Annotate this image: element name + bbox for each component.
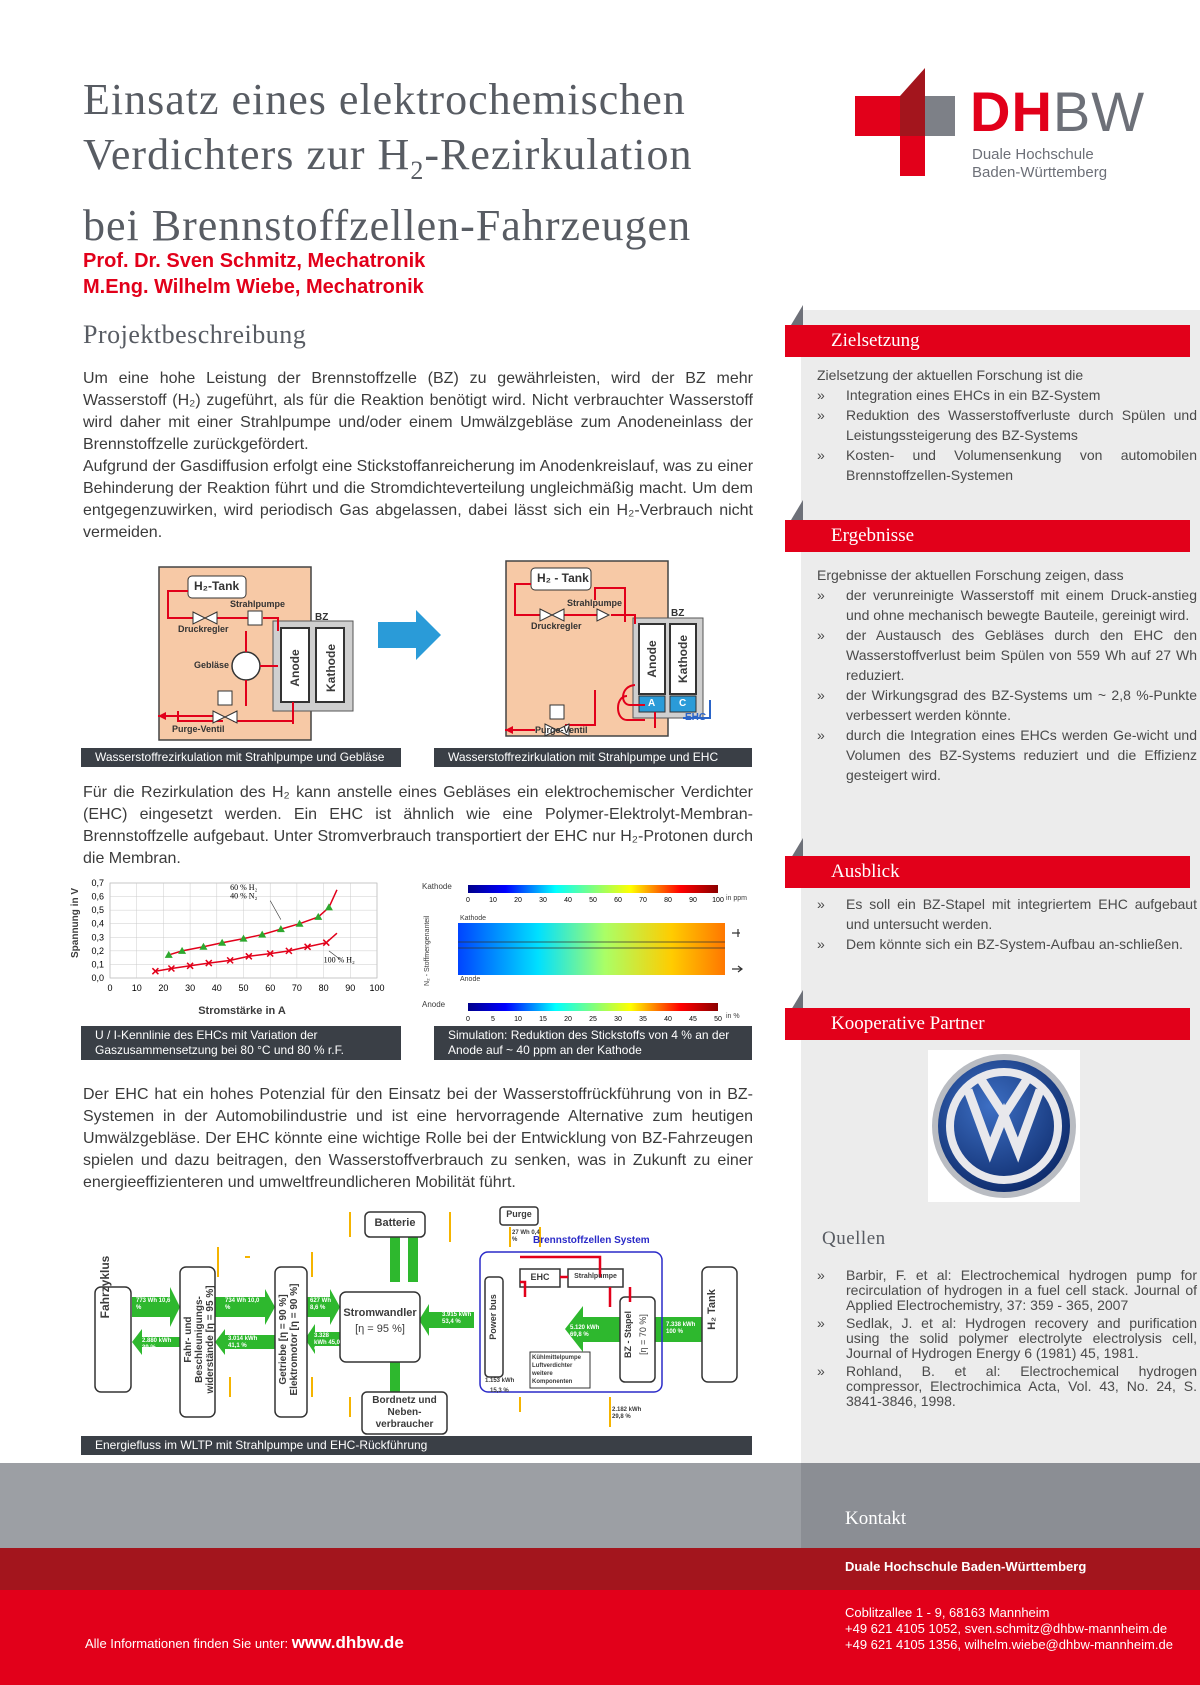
paragraph-1: Um eine hohe Leistung der Brennstoffzelle (BZ) zu gewährleisten, wird der BZ mehr Wasserstoff (H₂) zugeführt, als für die Reaktion benötigt wird. Nicht verbrauchter Wasserstoff wird daher mit einer Strahlpumpe und/oder einem Umwälzgebläse zum Anodeneinlass der Brennstoffzelle zurückgefördert.	[83, 370, 753, 453]
heat-bottom-tick: 20	[564, 1016, 572, 1023]
y-tick-label: 0,0	[91, 973, 104, 983]
x-tick-label: 70	[291, 983, 302, 993]
heat-bottom-tick: 0	[466, 1016, 470, 1023]
heat-top-tick: 10	[489, 897, 497, 904]
energy-value-5: 627 Wh 8,6 %	[310, 1298, 332, 1311]
x-tick-label: 60	[265, 983, 276, 993]
heat-top-tick: 80	[664, 897, 672, 904]
energy-value-2: 2.880 kWh 39 %	[142, 1338, 172, 1351]
heat-top-tick: 0	[466, 897, 470, 904]
logo-line-1: Duale Hochschule	[972, 146, 1094, 163]
energy-stromwandler: Stromwandler	[343, 1307, 417, 1319]
caption-heatmap: Simulation: Reduktion des Stickstoffs von 4 % an der Anode auf ~ 40 ppm an der Kathode	[434, 1026, 752, 1060]
dhbw-logo	[855, 66, 1146, 196]
zielsetzung-intro: Zielsetzung der aktuellen Forschung ist die	[817, 367, 1084, 383]
energy-value-12: 2.182 kWh 29,8 %	[612, 1407, 642, 1420]
diagram-geblaese	[158, 566, 408, 742]
zielsetzung-body	[817, 365, 1197, 485]
energy-stromwandler-eta: [η = 95 %]	[355, 1323, 405, 1335]
list-item: » der Austausch des Gebläses durch den EHC den Wasserstoffverlust beim Spülen von 559 Wh auf 27 Wh reduziert.	[817, 625, 1197, 685]
heading-zielsetzung: Zielsetzung	[785, 325, 1190, 357]
paragraph-4: Der EHC hat ein hohes Potenzial für den Einsatz bei der Wasserstoffrückführung von in BZ-Systemen in der Automobilindustrie und ist eine hervorragende Alternative zum heutigen Umwälzgebläse. Der EHC könnte eine wichtige Rolle bei der Entwicklung von BZ-Fahrzeugen spielen und dazu beitragen, den Wasserstoffverbrauch zu senken, was in Zukunft zu einer energieeffizienteren und umweltfreundlicheren Mobilität führt.	[83, 1086, 753, 1191]
heat-bottom-tick: 30	[614, 1016, 622, 1023]
heat-bottom-label: Anode	[422, 1000, 446, 1009]
energy-value-13: 27 Wh 0,4 %	[512, 1230, 540, 1243]
y-tick-label: 0,4	[91, 918, 104, 929]
energy-flow-diagram	[90, 1202, 750, 1436]
heat-bottom-tick: 45	[689, 1016, 697, 1023]
footer-address: Coblitzallee 1 - 9, 68163 Mannheim	[845, 1605, 1050, 1620]
heading-quellen: Quellen	[822, 1228, 886, 1249]
y-tick-label: 0,2	[91, 945, 104, 956]
energy-powerbus: Power bus	[488, 1294, 498, 1340]
y-tick-label: 0,3	[91, 932, 104, 943]
footer-info	[85, 1633, 404, 1653]
footer-url-link[interactable]: www.dhbw.de	[291, 1633, 404, 1652]
energy-stapel-eta: [η = 70 %]	[638, 1314, 648, 1355]
list-item: » der Wirkungsgrad des BZ-Systems um ~ 2,8 %-Punkte verbessert werden könnte.	[817, 685, 1197, 725]
energy-value-6: 3.328 kWh 45,0 %	[314, 1333, 341, 1353]
x-tick-label: 50	[238, 983, 249, 993]
energy-bordnetz: Bordnetz und Neben-verbraucher	[372, 1395, 437, 1430]
x-tick-label: 10	[131, 983, 142, 993]
footer-phone-1: +49 621 4105 1052, sven.schmitz@dhbw-mannheim.de	[845, 1621, 1168, 1636]
heat-top-tick: 20	[514, 897, 522, 904]
x-tick-label: 30	[185, 983, 196, 993]
list-item: » Dem könnte sich ein BZ-System-Aufbau an-schließen.	[817, 934, 1197, 954]
heat-ylabel: N₂ - Stoffmengenanteil	[424, 915, 431, 986]
heat-bottom-tick: 5	[491, 1016, 495, 1023]
heat-bottom-tick: 50	[714, 1016, 722, 1023]
heat-inner-bottom: Anode	[460, 976, 481, 983]
heading-projektbeschreibung: Projektbeschreibung	[83, 320, 307, 349]
d1-tank: H₂-Tank	[194, 579, 240, 593]
energy-value-4: 3.014 kWh 41,1 %	[228, 1336, 258, 1349]
heat-bottom-unit: in %	[726, 1013, 740, 1020]
heat-bottom-tick: 35	[639, 1016, 647, 1023]
d2-purge: Purge-Ventil	[535, 725, 588, 735]
d2-tank: H₂ - Tank	[537, 571, 589, 585]
heat-top-tick: 100	[712, 897, 724, 904]
energy-ehc: EHC	[530, 1272, 550, 1282]
energy-value-3: 734 Wh 10,0 %	[225, 1298, 260, 1311]
energy-value-11: 15,3 %	[490, 1388, 509, 1394]
arrow-right-icon	[378, 610, 443, 665]
vw-logo	[928, 1050, 1080, 1202]
heat-top-unit: in ppm	[726, 895, 748, 902]
annotation-100-h2: 100 % H₂	[323, 955, 355, 965]
heat-inner-top: Kathode	[460, 915, 487, 922]
heat-top-tick: 70	[639, 897, 647, 904]
heading-partner: Kooperative Partner	[785, 1008, 1190, 1040]
d1-strahlpumpe: Strahlpumpe	[230, 599, 286, 609]
d2-kathode: Kathode	[676, 635, 690, 683]
footer-info-text: Alle Informationen finden Sie unter:	[85, 1636, 289, 1651]
y-tick-label: 0,1	[91, 959, 104, 970]
heading-kontakt: Kontakt	[845, 1508, 907, 1529]
footer-org: Duale Hochschule Baden-Württemberg	[845, 1559, 1087, 1574]
d2-c: C	[679, 698, 687, 709]
caption-energy: Energiefluss im WLTP mit Strahlpumpe und EHC-Rückführung	[81, 1436, 752, 1455]
poster-title: Einsatz eines elektrochemischen Verdichters zur $H_2$-Rezirkulation bei Brennstoffzellen-Fahrzeugen	[83, 75, 693, 250]
reference-1: » Barbir, F. et al: Electrochemical hydrogen pump for recirculation of hydrogen in a fuel cell stack. Journal of Applied Electrochemistry, 37: 359 - 365, 2007	[817, 1268, 1197, 1313]
heading-ergebnisse: Ergebnisse	[785, 520, 1190, 552]
heat-top-tick: 30	[539, 897, 547, 904]
d1-purge: Purge-Ventil	[172, 724, 225, 734]
energy-batterie: Batterie	[374, 1217, 416, 1229]
reference-2: » Sedlak, J. et al: Hydrogen recovery and purification using the solid polymer electrolyte electrolysis cell, Journal of Hydrogen Energy 6 (1981) 45, 1981.	[817, 1316, 1197, 1361]
ui-chart-ylabel: Spannung in V	[70, 888, 81, 958]
x-tick-label: 100	[369, 983, 385, 993]
author-1: Prof. Dr. Sven Schmitz, Mechatronik	[83, 250, 426, 272]
d2-druckregler: Druckregler	[531, 621, 582, 631]
ausblick-body	[817, 894, 1197, 954]
energy-purge: Purge	[506, 1209, 532, 1219]
logo-line-2: Baden-Württemberg	[972, 164, 1108, 181]
list-item: » Integration eines EHCs in ein BZ-System	[817, 385, 1197, 405]
footer-grey-band	[0, 1463, 1200, 1548]
list-item: » durch die Integration eines EHCs werden Ge-wicht und Volumen des BZ-Systems reduziert und die Effizienz gesteigert wird.	[817, 725, 1197, 785]
energy-value-10: 1.153 kWh	[485, 1378, 515, 1384]
energy-stapel: BZ - Stapel	[623, 1311, 633, 1359]
heat-top-tick: 50	[589, 897, 597, 904]
x-tick-label: 80	[318, 983, 329, 993]
x-tick-label: 20	[158, 983, 169, 993]
list-item: » Kosten- und Volumensenkung von automobilen Brennstoffzellen-Systemen	[817, 445, 1197, 485]
d2-a: A	[648, 698, 656, 709]
d2-strahlpumpe: Strahlpumpe	[567, 598, 623, 608]
heat-top-tick: 40	[564, 897, 572, 904]
d2-ehc: EHC	[685, 712, 707, 723]
ui-chart-xlabel: Stromstärke in A	[198, 1005, 286, 1017]
list-item: » Reduktion des Wasserstoffverluste durch Spülen und Leistungssteigerung des BZ-Systems	[817, 405, 1197, 445]
author-2: M.Eng. Wilhelm Wiebe, Mechatronik	[83, 276, 424, 298]
heading-ausblick: Ausblick	[785, 856, 1190, 888]
d2-anode: Anode	[645, 640, 659, 678]
energy-tank: H₂ Tank	[706, 1289, 718, 1330]
energy-widerstaende: Fahr- und Beschleunigungs-widerstände [η = 95 %]	[183, 1285, 216, 1394]
d1-kathode: Kathode	[324, 644, 338, 692]
d2-bz: BZ	[671, 608, 685, 619]
list-item: » der verunreinigte Wasserstoff mit einem Druck-anstieg und ohne mechanisch bewegte Bauteile, gereinigt wird.	[817, 585, 1197, 625]
energy-value-7: 3.915 kWh 53,4 %	[442, 1312, 472, 1325]
ergebnisse-body	[817, 565, 1197, 785]
energy-value-8: 7.338 kWh 100 %	[666, 1322, 696, 1335]
y-tick-label: 0,5	[91, 905, 104, 916]
paragraph-3: Für die Rezirkulation des H₂ kann anstelle eines Gebläses ein elektrochemischer Verdichter (EHC) eingesetzt werden. Ein EHC ist ähnlich wie eine Polymer-Elektrolyt-Membran-Brennstoffzelle aufgebaut. Unter Stromverbrauch transportiert der EHC nur H₂-Protonen durch die Membran.	[83, 784, 753, 867]
energy-getriebe: Getriebe [η = 90 %] Elektromotor [η = 90 %]	[278, 1283, 300, 1396]
heat-bottom-tick: 40	[664, 1016, 672, 1023]
ergebnisse-intro: Ergebnisse der aktuellen Forschung zeigen, dass	[817, 567, 1124, 583]
d1-bz: BZ	[315, 612, 329, 623]
footer-contact	[845, 1605, 1173, 1653]
ui-chart	[72, 878, 412, 1023]
footer-phone-2: +49 621 4105 1356, wilhelm.wiebe@dhbw-mannheim.de	[845, 1637, 1173, 1652]
energy-fahrzyklus: Fahrzyklus	[98, 1255, 112, 1319]
annotation-40-n2: 40 % N₂	[230, 891, 258, 901]
d1-anode: Anode	[288, 649, 302, 687]
authors	[83, 248, 425, 300]
x-tick-label: 40	[211, 983, 222, 993]
heatmap-chart	[420, 880, 755, 1025]
heat-top-label: Kathode	[422, 882, 452, 891]
diagram-ehc	[505, 560, 720, 740]
energy-value-1: 773 Wh 10,6 %	[136, 1298, 171, 1311]
paragraph-2: Aufgrund der Gasdiffusion erfolgt eine Stickstoffanreicherung im Anodenkreislauf, was zu einer Behinderung der Reaktion führt und die Stromdichteverteilung ungleichmäßig macht. Um dem entgegenzuwirken, wird periodisch Gas abgelassen, dabei lässt sich ein H₂-Verbrauch nicht vermeiden.	[83, 458, 754, 541]
caption-ui-chart: U / I-Kennlinie des EHCs mit Variation der Gaszusammensetzung bei 80 °C und 80 % r.F.	[81, 1026, 401, 1060]
y-tick-label: 0,6	[91, 891, 104, 902]
logo-bw: BW	[1052, 80, 1146, 143]
energy-strahlpumpe: Strahlpumpe	[574, 1273, 617, 1280]
reference-3: » Rohland, B. et al: Electrochemical hydrogen compressor, Electrochimica Acta, Vol. 43, No. 24, S. 3841-3846, 1998.	[817, 1364, 1197, 1409]
caption-diagram-2: Wasserstoffrezirkulation mit Strahlpumpe und EHC	[434, 748, 752, 767]
heat-bottom-tick: 25	[589, 1016, 597, 1023]
annotation-60-h2: 60 % H₂	[230, 882, 258, 892]
energy-system: Brennstoffzellen System	[533, 1235, 650, 1246]
d1-druckregler: Druckregler	[178, 624, 229, 634]
y-tick-label: 0,7	[91, 878, 104, 888]
quellen-body	[817, 1268, 1197, 1412]
heat-bottom-tick: 15	[539, 1016, 547, 1023]
d1-geblaese: Gebläse	[194, 660, 230, 670]
heat-bottom-tick: 10	[514, 1016, 522, 1023]
x-tick-label: 90	[345, 983, 356, 993]
logo-dh: DH	[970, 80, 1053, 143]
energy-value-9: 5.120 kWh 69,8 %	[570, 1325, 600, 1338]
list-item: » Es soll ein BZ-Stapel mit integriertem EHC aufgebaut und untersucht werden.	[817, 894, 1197, 934]
caption-diagram-1: Wasserstoffrezirkulation mit Strahlpumpe und Gebläse	[81, 748, 401, 767]
heat-top-tick: 90	[689, 897, 697, 904]
energy-kuehl: Kühlmittelpumpe Luftverdichter weitere Komponenten	[532, 1355, 581, 1385]
heat-top-tick: 60	[614, 897, 622, 904]
x-tick-label: 0	[107, 983, 113, 993]
